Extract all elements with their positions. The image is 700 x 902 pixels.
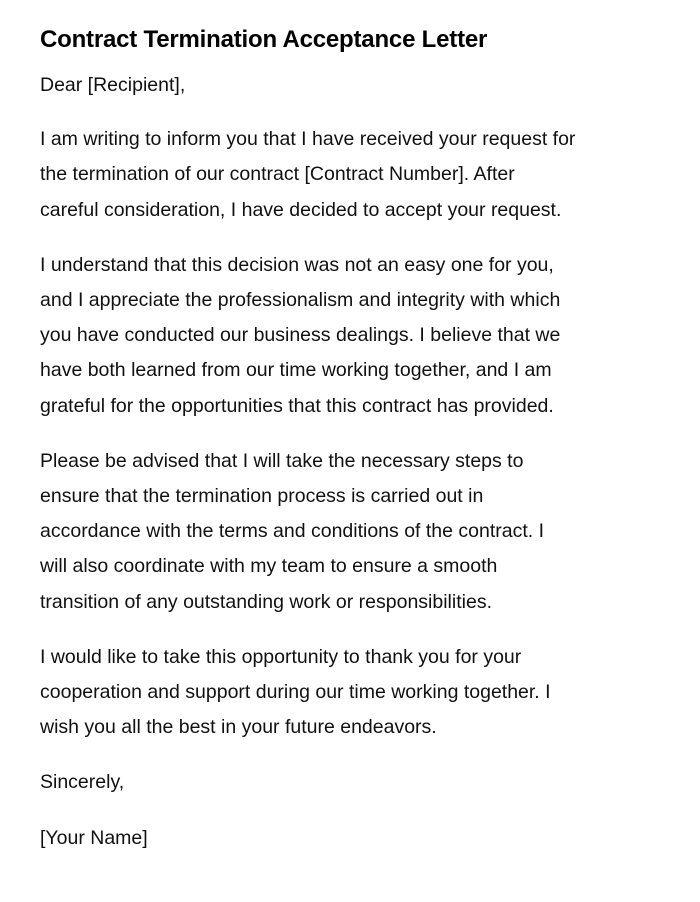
paragraph-line: I am writing to inform you that I have received your request for xyxy=(40,128,576,151)
paragraph-line: grateful for the opportunities that this contract has provided. xyxy=(40,394,554,417)
letter-document xyxy=(40,24,640,876)
paragraph-line: have both learned from our time working together, and I am xyxy=(40,359,552,382)
paragraph-line: will also coordinate with my team to ensure a smooth xyxy=(40,555,498,578)
paragraph-line: wish you all the best in your future endeavors. xyxy=(40,716,437,739)
signature-name: [Your Name] xyxy=(40,826,148,849)
body-paragraph-2 xyxy=(40,248,640,424)
paragraph-line: I understand that this decision was not an easy one for you, xyxy=(40,253,554,276)
paragraph-line: careful consideration, I have decided to accept your request. xyxy=(40,198,562,221)
letter-title: Contract Termination Acceptance Letter xyxy=(40,26,488,53)
paragraph-line: you have conducted our business dealings. I believe that we xyxy=(40,324,561,347)
paragraph-line: ensure that the termination process is carried out in xyxy=(40,485,484,508)
body-paragraph-4 xyxy=(40,640,640,746)
paragraph-line: I would like to take this opportunity to thank you for your xyxy=(40,645,522,668)
body-paragraph-1 xyxy=(40,122,640,228)
closing: Sincerely, xyxy=(40,771,125,794)
paragraph-line: Please be advised that I will take the necessary steps to xyxy=(40,449,524,472)
paragraph-line: the termination of our contract [Contract Number]. After xyxy=(40,163,515,186)
paragraph-line: cooperation and support during our time working together. I xyxy=(40,681,551,704)
paragraph-line: accordance with the terms and conditions of the contract. I xyxy=(40,520,545,543)
salutation: Dear [Recipient], xyxy=(40,74,186,96)
body-paragraph-3 xyxy=(40,444,640,620)
paragraph-line: transition of any outstanding work or responsibilities. xyxy=(40,590,492,613)
paragraph-line: and I appreciate the professionalism and integrity with which xyxy=(40,289,561,312)
